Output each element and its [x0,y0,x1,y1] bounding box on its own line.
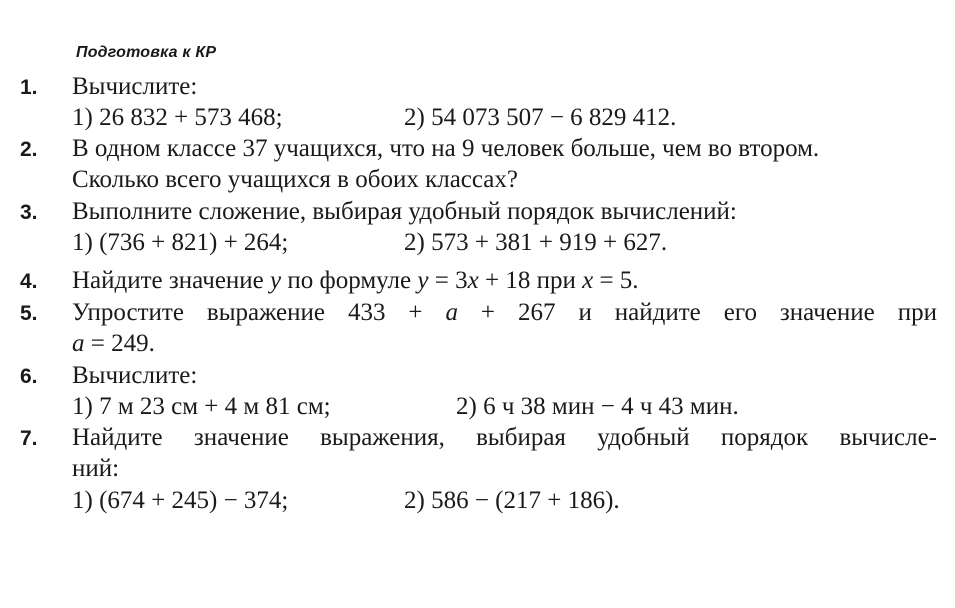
problem-number: 6. [20,365,38,388]
worksheet-heading: Подготовка к КР [76,44,217,61]
part-1: 1) (736 + 821) + 264; [72,229,289,256]
problem-line-2: ний: [72,455,120,482]
problem-text: Найдите значение [72,267,271,294]
problem-line [72,392,739,422]
part-1: 1) 7 м 23 см + 4 м 81 см; [72,393,331,420]
formula-text: = 3 [428,267,468,294]
problem-number: 4. [20,270,38,293]
problem-line [72,266,639,296]
variable-y: y [270,267,282,294]
problem-number: 5. [20,302,38,325]
problem-number: 7. [20,427,38,450]
part-2: 2) 54 073 507 − 6 829 412. [404,104,677,131]
problem-line-3 [72,486,620,516]
problem-number: 2. [20,138,38,161]
variable-x: x [582,267,594,294]
problem-text: по формуле [281,267,418,294]
problem-line-1 [72,298,937,328]
variable-x: x [467,267,479,294]
formula-text: + 18 при [478,267,583,294]
problem-line [72,103,677,133]
problem-text: = 249. [84,330,155,357]
problem-title: Вычислите: [72,362,198,389]
problem-line-1: Найдите значение выражения, выбирая удобный порядок вычисле- [72,424,937,451]
problem-text: Упростите выражение 433 + [72,299,446,326]
problem-title: Вычислите: [72,73,198,100]
part-2: 2) 573 + 381 + 919 + 627. [404,229,668,256]
variable-y: y [417,267,429,294]
part-2: 2) 586 − (217 + 186). [404,487,620,514]
part-2: 2) 6 ч 38 мин − 4 ч 43 мин. [456,393,739,420]
problem-number: 3. [20,201,38,224]
problem-line-2: Сколько всего учащихся в обоих классах? [72,166,518,193]
part-1: 1) (674 + 245) − 374; [72,487,289,514]
variable-a: a [72,330,85,357]
variable-a: a [445,299,458,326]
problem-text: + 267 и найдите его значение при [457,299,938,326]
part-1: 1) 26 832 + 573 468; [72,104,283,131]
problem-line-2 [72,329,155,359]
problem-number: 1. [20,76,38,99]
problem-line [72,228,668,258]
problem-title: Выполните сложение, выбирая удобный порядок вычислений: [72,198,737,225]
problem-line-1: В одном классе 37 учащихся, что на 9 человек больше, чем во втором. [72,135,820,162]
formula-text: = 5. [593,267,639,294]
